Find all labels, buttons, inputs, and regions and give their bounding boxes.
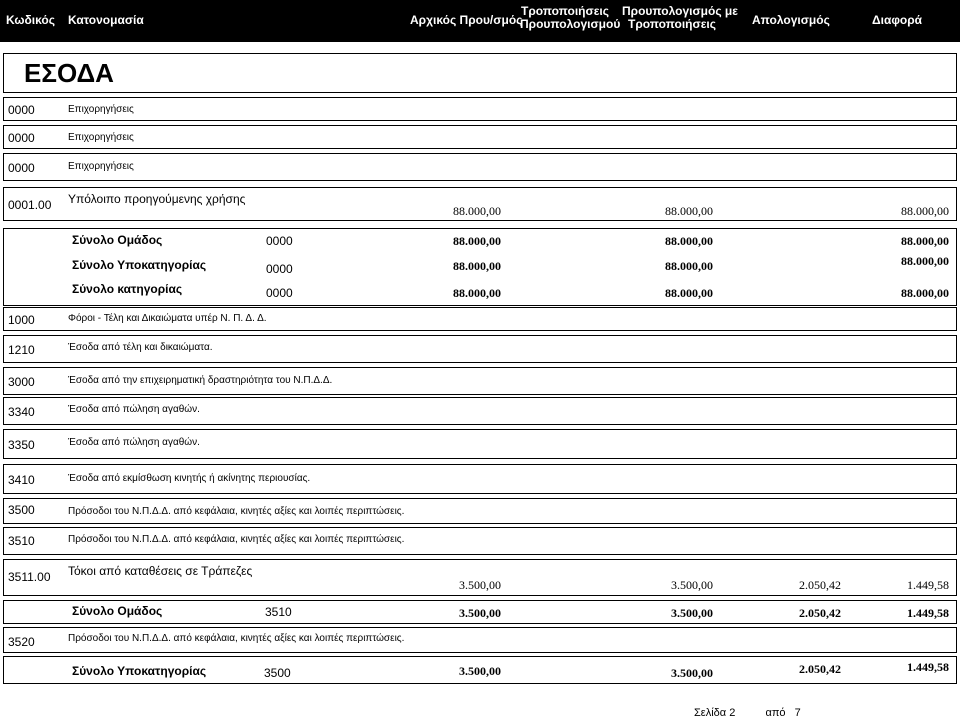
row-name: Φόροι - Τέλη και Δικαιώματα υπέρ Ν. Π. Δ. Δ. [68, 313, 267, 324]
row-code: 3511.00 [8, 570, 51, 584]
row-name: Έσοδα από πώληση αγαθών. [68, 404, 200, 415]
total-difference: 1.449,58 [907, 606, 949, 620]
row-code: 0000 [8, 103, 35, 117]
row-budget-with-amendments: 3.500,00 [671, 578, 713, 592]
total-budget-with-amendments: 3.500,00 [671, 666, 713, 680]
row-budget-with-amendments: 88.000,00 [665, 204, 713, 218]
section-title-box [3, 53, 957, 93]
row-code: 3410 [8, 473, 35, 487]
total-label: Σύνολο Υποκατηγορίας [72, 258, 207, 272]
total-initial-budget: 3.500,00 [459, 606, 501, 620]
row-name: Επιχορηγήσεις [68, 161, 134, 172]
row-name: Πρόσοδοι του Ν.Π.Δ.Δ. από κεφάλαια, κινητές αξίες και λοιπές περιπτώσεις. [68, 506, 405, 517]
row-code: 0001.00 [8, 198, 52, 212]
total-difference: 88.000,00 [901, 234, 949, 248]
row-code: 1000 [8, 313, 35, 327]
row-name: Πρόσοδοι του Ν.Π.Δ.Δ. από κεφάλαια, κινητές αξίες και λοιπές περιπτώσεις. [68, 534, 405, 545]
total-actual: 2.050,42 [799, 662, 841, 676]
row-code: 1210 [8, 343, 35, 357]
of-label: από [765, 707, 786, 719]
header-initial-budget: Αρχικός Πρου/σμός [410, 13, 523, 27]
row-code: 3500 [8, 503, 35, 517]
row-box [3, 97, 957, 121]
total-actual: 2.050,42 [799, 606, 841, 620]
header-actual: Απολογισμός [752, 13, 830, 27]
page-indicator [694, 707, 801, 719]
row-name: Τόκοι από καταθέσεις σε Τράπεζες [68, 564, 253, 578]
total-label: Σύνολο Ομάδος [72, 233, 163, 247]
row-box [3, 125, 957, 149]
total-initial-budget: 88.000,00 [453, 259, 501, 273]
total-code: 3500 [264, 666, 291, 680]
total-difference: 1.449,58 [907, 660, 949, 674]
total-label: Σύνολο Ομάδος [72, 604, 163, 618]
total-code: 3510 [265, 605, 292, 619]
row-name: Υπόλοιπο προηγούμενης χρήσης [68, 192, 246, 206]
row-code: 3350 [8, 438, 35, 452]
total-difference: 88.000,00 [901, 254, 949, 268]
total-code: 0000 [266, 262, 293, 276]
row-box [3, 153, 957, 181]
total-code: 0000 [266, 286, 293, 300]
total-label: Σύνολο κατηγορίας [72, 282, 183, 296]
total-budget-with-amendments: 3.500,00 [671, 606, 713, 620]
header-budget-amendments: Τροποποιήσεις Προυπολογισμού [520, 4, 621, 31]
total-budget-with-amendments: 88.000,00 [665, 234, 713, 248]
row-initial-budget: 3.500,00 [459, 578, 501, 592]
row-code: 0000 [8, 131, 35, 145]
row-initial-budget: 88.000,00 [453, 204, 501, 218]
page-number: 2 [729, 707, 736, 719]
row-actual: 2.050,42 [799, 578, 841, 592]
total-initial-budget: 88.000,00 [453, 234, 501, 248]
row-code: 0000 [8, 161, 35, 175]
row-code: 3520 [8, 635, 35, 649]
row-difference: 88.000,00 [901, 204, 949, 218]
section-title: ΕΣΟΔΑ [24, 58, 114, 88]
row-code: 3340 [8, 405, 35, 419]
row-difference: 1.449,58 [907, 578, 949, 592]
total-initial-budget: 88.000,00 [453, 286, 501, 300]
header-name: Κατονομασία [68, 13, 144, 27]
row-name: Έσοδα από τέλη και δικαιώματα. [68, 342, 213, 353]
row-code: 3510 [8, 534, 35, 548]
header-budget-with-amendments: Προυπολογισμός με Τροποποιήσεις [622, 4, 738, 31]
total-pages: 7 [794, 707, 801, 719]
page-label: Σελίδα [694, 707, 727, 719]
header-difference: Διαφορά [872, 13, 923, 27]
row-name: Έσοδα από την επιχειρηματική δραστηριότητα του Ν.Π.Δ.Δ. [68, 375, 333, 386]
total-difference: 88.000,00 [901, 286, 949, 300]
row-name: Επιχορηγήσεις [68, 104, 134, 115]
row-name: Έσοδα από εκμίσθωση κινητής ή ακίνητης περιουσίας. [68, 473, 311, 484]
total-label: Σύνολο Υποκατηγορίας [72, 664, 207, 678]
total-budget-with-amendments: 88.000,00 [665, 286, 713, 300]
total-initial-budget: 3.500,00 [459, 664, 501, 678]
header-code: Κωδικός [6, 13, 56, 27]
total-code: 0000 [266, 234, 293, 248]
row-code: 3000 [8, 375, 35, 389]
row-name: Πρόσοδοι του Ν.Π.Δ.Δ. από κεφάλαια, κινητές αξίες και λοιπές περιπτώσεις. [68, 633, 405, 644]
total-budget-with-amendments: 88.000,00 [665, 259, 713, 273]
row-name: Επιχορηγήσεις [68, 132, 134, 143]
row-name: Έσοδα από πώληση αγαθών. [68, 437, 200, 448]
